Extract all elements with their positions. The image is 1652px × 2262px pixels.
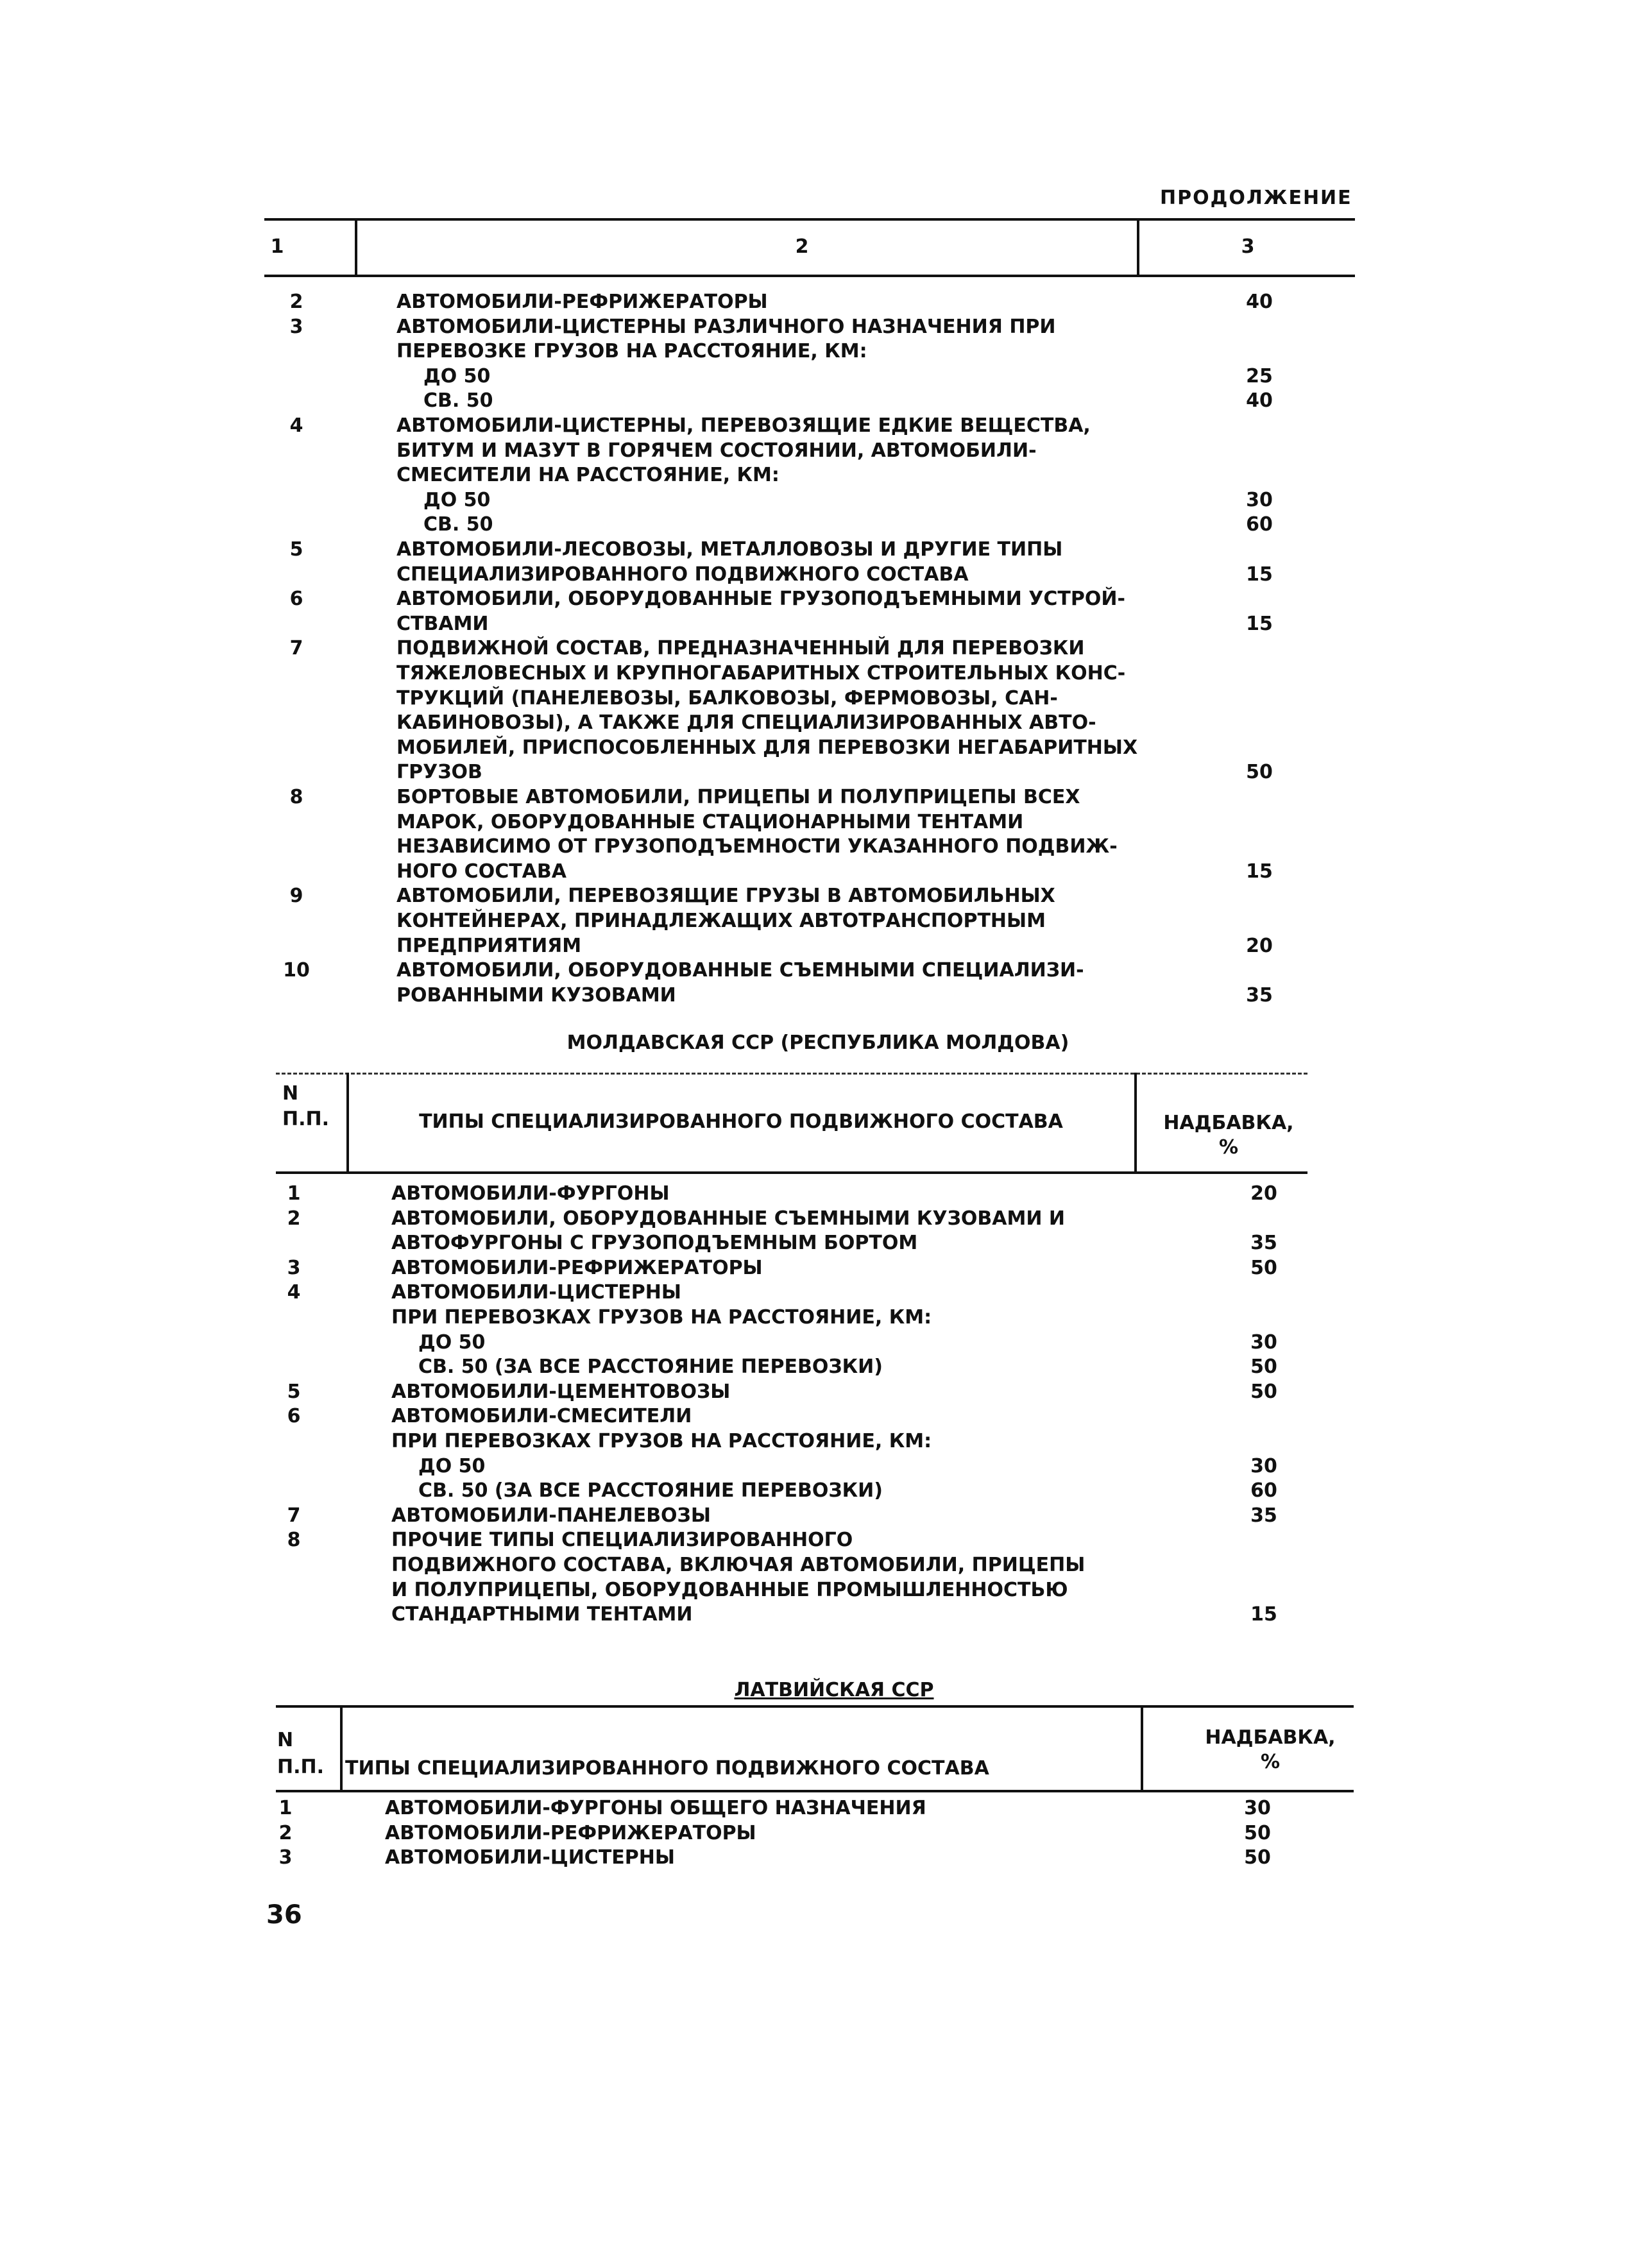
table1-row-line <box>0 711 1652 735</box>
latvia-col-pct-line1: НАДБАВКА, <box>1205 1726 1336 1749</box>
table1-row-line <box>0 661 1652 686</box>
table1-row-value: 25 <box>1246 364 1273 387</box>
moldova-row-description: АВТОФУРГОНЫ С ГРУЗОПОДЪЕМНЫМ БОРТОМ <box>391 1232 918 1255</box>
table1-row-description: ПОДВИЖНОЙ СОСТАВ, ПРЕДНАЗНАЧЕННЫЙ ДЛЯ ПЕРЕВОЗКИ <box>396 637 1085 660</box>
table1-row-value: 15 <box>1246 860 1273 883</box>
table1-row-line <box>0 810 1652 835</box>
table1-row-number: 6 <box>289 588 303 611</box>
moldova-row-line <box>0 1479 1652 1503</box>
latvia-row-value: 30 <box>1244 1797 1271 1819</box>
moldova-row-description: ПОДВИЖНОГО СОСТАВА, ВКЛЮЧАЯ АВТОМОБИЛИ, ПРИЦЕПЫ <box>391 1554 1086 1576</box>
latvia-col-number-line2: П.П. <box>277 1756 325 1778</box>
table1-row-line <box>0 736 1652 760</box>
table1-row-value: 15 <box>1246 612 1273 635</box>
moldova-row-value: 30 <box>1250 1454 1277 1477</box>
moldova-row-description: И ПОЛУПРИЦЕПЫ, ОБОРУДОВАННЫЕ ПРОМЫШЛЕННОСТЬЮ <box>391 1578 1068 1601</box>
table1-row-line <box>0 909 1652 933</box>
moldova-row-line <box>0 1404 1652 1429</box>
moldova-row-line <box>0 1207 1652 1231</box>
table1-row-number: 3 <box>289 315 303 338</box>
table1-row-description: АВТОМОБИЛИ-ЦИСТЕРНЫ, ПЕРЕВОЗЯЩИЕ ЕДКИЕ ВЕЩЕСТВА, <box>396 414 1091 437</box>
latvia-section-title: ЛАТВИЙСКАЯ ССР <box>734 1679 934 1701</box>
moldova-row-line <box>0 1553 1652 1577</box>
table1-row-description: АВТОМОБИЛИ, ПЕРЕВОЗЯЩИЕ ГРУЗЫ В АВТОМОБИЛЬНЫХ <box>396 885 1055 908</box>
moldova-row-description: ДО 50 <box>418 1454 486 1477</box>
moldova-col-divider-1 <box>346 1073 349 1173</box>
moldova-col-pct-line1: НАДБАВКА, <box>1163 1112 1294 1134</box>
table1-row-description: СВ. 50 <box>423 389 493 412</box>
table1-row-description: АВТОМОБИЛИ-ЛЕСОВОЗЫ, МЕТАЛЛОВОЗЫ И ДРУГИЕ ТИПЫ <box>396 538 1063 561</box>
moldova-row-number: 2 <box>287 1207 301 1230</box>
table1-row-number: 9 <box>289 885 303 908</box>
moldova-row-number: 7 <box>287 1504 301 1527</box>
table1-row-number: 5 <box>289 538 303 561</box>
moldova-col-number-line2: П.П. <box>282 1108 330 1130</box>
table1-row-description: АВТОМОБИЛИ, ОБОРУДОВАННЫЕ ГРУЗОПОДЪЕМНЫМИ УСТРОЙ- <box>396 588 1125 611</box>
table1-row-description: АВТОМОБИЛИ, ОБОРУДОВАННЫЕ СЪЕМНЫМИ СПЕЦИАЛИЗИ- <box>396 959 1084 982</box>
moldova-row-line <box>0 1256 1652 1280</box>
moldova-row-description: АВТОМОБИЛИ-ЦИСТЕРНЫ <box>391 1281 681 1304</box>
moldova-row-line <box>0 1280 1652 1305</box>
moldova-row-description: АВТОМОБИЛИ-ПАНЕЛЕВОЗЫ <box>391 1504 711 1527</box>
latvia-row-number: 3 <box>278 1846 293 1869</box>
table1-row-value: 40 <box>1246 389 1273 412</box>
latvia-row-number: 2 <box>278 1821 293 1844</box>
table1-row-description: ПРЕДПРИЯТИЯМ <box>396 934 582 957</box>
table1-row-line <box>0 463 1652 488</box>
table1-row-value: 35 <box>1246 983 1273 1007</box>
moldova-row-value: 35 <box>1250 1504 1277 1527</box>
moldova-col-divider-2 <box>1134 1073 1137 1173</box>
table1-row-description: СПЕЦИАЛИЗИРОВАННОГО ПОДВИЖНОГО СОСТАВА <box>396 563 969 586</box>
moldova-row-description: ПРОЧИЕ ТИПЫ СПЕЦИАЛИЗИРОВАННОГО <box>391 1529 853 1552</box>
table1-row-description: ТРУКЦИЙ (ПАНЕЛЕВОЗЫ, БАЛКОВОЗЫ, ФЕРМОВОЗЫ, САН- <box>396 686 1058 710</box>
table1-row-description: АВТОМОБИЛИ-ЦИСТЕРНЫ РАЗЛИЧНОГО НАЗНАЧЕНИЯ ПРИ <box>396 315 1056 338</box>
table1-row-line <box>0 983 1652 1008</box>
table1-row-value: 20 <box>1246 934 1273 957</box>
table1-row-description: БИТУМ И МАЗУТ В ГОРЯЧЕМ СОСТОЯНИИ, АВТОМОБИЛИ- <box>396 439 1037 462</box>
table1-row-description: ДО 50 <box>423 488 491 511</box>
moldova-row-value: 15 <box>1250 1603 1277 1626</box>
moldova-row-line <box>0 1578 1652 1603</box>
moldova-row-value: 20 <box>1250 1182 1277 1205</box>
latvia-row-description: АВТОМОБИЛИ-ЦИСТЕРНЫ <box>385 1846 675 1869</box>
moldova-row-number: 1 <box>287 1182 301 1205</box>
moldova-row-number: 6 <box>287 1405 301 1428</box>
table1-col-3-header: 3 <box>1241 235 1255 258</box>
latvia-col-divider-1 <box>340 1705 343 1791</box>
latvia-row-value: 50 <box>1244 1821 1271 1844</box>
table1-row-description: МАРОК, ОБОРУДОВАННЫЕ СТАЦИОНАРНЫМИ ТЕНТАМИ <box>396 810 1024 833</box>
moldova-row-description: АВТОМОБИЛИ-СМЕСИТЕЛИ <box>391 1405 692 1428</box>
table1-row-line <box>0 339 1652 364</box>
table1-row-line <box>0 934 1652 958</box>
latvia-row-description: АВТОМОБИЛИ-РЕФРИЖЕРАТОРЫ <box>385 1821 756 1844</box>
table1-row-value: 50 <box>1246 761 1273 784</box>
moldova-row-line <box>0 1528 1652 1552</box>
moldova-row-number: 3 <box>287 1256 301 1279</box>
moldova-row-description: СВ. 50 (ЗА ВСЕ РАССТОЯНИЕ ПЕРЕВОЗКИ) <box>418 1356 883 1379</box>
moldova-row-line <box>0 1454 1652 1479</box>
moldova-row-description: ПРИ ПЕРЕВОЗКАХ ГРУЗОВ НА РАССТОЯНИЕ, КМ: <box>391 1306 932 1329</box>
table1-row-line <box>0 860 1652 884</box>
moldova-section-title: МОЛДАВСКАЯ ССР (РЕСПУБЛИКА МОЛДОВА) <box>566 1032 1069 1054</box>
table1-row-value: 40 <box>1246 291 1273 313</box>
table1-row-description: РОВАННЫМИ КУЗОВАМИ <box>396 983 676 1007</box>
table1-col-divider-1 <box>355 218 357 276</box>
table1-row-line <box>0 612 1652 636</box>
table1-row-line <box>0 958 1652 983</box>
latvia-row-description: АВТОМОБИЛИ-ФУРГОНЫ ОБЩЕГО НАЗНАЧЕНИЯ <box>385 1797 926 1819</box>
moldova-row-value: 50 <box>1250 1380 1277 1403</box>
table1-row-line <box>0 835 1652 859</box>
latvia-col-divider-2 <box>1141 1705 1143 1791</box>
moldova-row-description: СВ. 50 (ЗА ВСЕ РАССТОЯНИЕ ПЕРЕВОЗКИ) <box>418 1479 883 1502</box>
table1-row-number: 2 <box>289 291 303 313</box>
table1-row-description: КАБИНОВОЗЫ), А ТАКЖЕ ДЛЯ СПЕЦИАЛИЗИРОВАННЫХ АВТО- <box>396 711 1096 735</box>
table1-row-number: 4 <box>289 414 303 437</box>
table1-row-description: ТЯЖЕЛОВЕСНЫХ И КРУПНОГАБАРИТНЫХ СТРОИТЕЛЬНЫХ КОНС- <box>396 662 1126 685</box>
moldova-row-value: 50 <box>1250 1256 1277 1279</box>
table1-row-line <box>0 290 1652 314</box>
table1-row-line <box>0 760 1652 785</box>
table1-row-line <box>0 636 1652 661</box>
moldova-header-rule <box>276 1171 1307 1174</box>
latvia-header-rule <box>276 1790 1354 1792</box>
table1-col-2-header: 2 <box>795 235 809 258</box>
moldova-row-line <box>0 1380 1652 1404</box>
moldova-row-value: 30 <box>1250 1331 1277 1354</box>
table1-row-line <box>0 785 1652 810</box>
moldova-row-value: 35 <box>1250 1232 1277 1255</box>
table1-row-line <box>0 389 1652 413</box>
table1-row-line <box>0 563 1652 587</box>
table1-row-description: МОБИЛЕЙ, ПРИСПОСОБЛЕННЫХ ДЛЯ ПЕРЕВОЗКИ НЕГАБАРИТНЫХ <box>396 736 1138 759</box>
table1-row-value: 30 <box>1246 488 1273 511</box>
latvia-row-number: 1 <box>278 1797 293 1819</box>
table1-row-line <box>0 538 1652 562</box>
table1-row-line <box>0 439 1652 463</box>
table1-row-line <box>0 488 1652 513</box>
moldova-row-description: АВТОМОБИЛИ, ОБОРУДОВАННЫЕ СЪЕМНЫМИ КУЗОВАМИ И <box>391 1207 1065 1230</box>
latvia-col-number-line1: N <box>277 1729 294 1751</box>
moldova-col-number-line1: N <box>282 1082 299 1105</box>
table1-row-number: 8 <box>289 786 303 808</box>
moldova-row-description: СТАНДАРТНЫМИ ТЕНТАМИ <box>391 1603 693 1626</box>
table1-row-line <box>0 686 1652 711</box>
latvia-col-pct-line2: % <box>1260 1751 1281 1773</box>
moldova-row-value: 60 <box>1250 1479 1277 1502</box>
moldova-row-number: 4 <box>287 1281 301 1304</box>
table1-row-description: АВТОМОБИЛИ-РЕФРИЖЕРАТОРЫ <box>396 291 768 313</box>
moldova-row-number: 5 <box>287 1380 301 1403</box>
moldova-row-description: АВТОМОБИЛИ-ФУРГОНЫ <box>391 1182 670 1205</box>
moldova-row-description: ПРИ ПЕРЕВОЗКАХ ГРУЗОВ НА РАССТОЯНИЕ, КМ: <box>391 1430 932 1452</box>
table1-row-description: ПЕРЕВОЗКЕ ГРУЗОВ НА РАССТОЯНИЕ, КМ: <box>396 340 867 363</box>
table1-row-line <box>0 414 1652 438</box>
table1-row-description: СТВАМИ <box>396 612 489 635</box>
moldova-row-number: 8 <box>287 1529 301 1552</box>
table1-row-description: ГРУЗОВ <box>396 761 482 784</box>
moldova-row-line <box>0 1305 1652 1330</box>
table1-row-number: 10 <box>283 959 310 982</box>
table1-header-rule <box>264 275 1355 277</box>
table1-row-value: 60 <box>1246 513 1273 536</box>
latvia-col-type-header: ТИПЫ СПЕЦИАЛИЗИРОВАННОГО ПОДВИЖНОГО СОСТАВА <box>345 1757 989 1780</box>
table1-row-line <box>0 513 1652 537</box>
table1-row-description: ДО 50 <box>423 364 491 387</box>
table1-row-description: БОРТОВЫЕ АВТОМОБИЛИ, ПРИЦЕПЫ И ПОЛУПРИЦЕПЫ ВСЕХ <box>396 786 1080 808</box>
moldova-row-line <box>0 1504 1652 1528</box>
moldova-row-line <box>0 1429 1652 1454</box>
table1-col-divider-2 <box>1137 218 1139 276</box>
table1-row-number: 7 <box>289 637 303 660</box>
table1-row-line <box>0 364 1652 389</box>
latvia-row-line <box>0 1796 1652 1821</box>
continuation-label: ПРОДОЛЖЕНИЕ <box>1160 187 1352 209</box>
table1-row-value: 15 <box>1246 563 1273 586</box>
moldova-row-description: ДО 50 <box>418 1331 486 1354</box>
moldova-row-value: 50 <box>1250 1356 1277 1379</box>
table1-row-line <box>0 587 1652 611</box>
table1-row-line <box>0 884 1652 908</box>
moldova-row-line <box>0 1355 1652 1379</box>
latvia-row-line <box>0 1821 1652 1846</box>
moldova-row-description: АВТОМОБИЛИ-РЕФРИЖЕРАТОРЫ <box>391 1256 763 1279</box>
moldova-top-rule <box>276 1073 1307 1075</box>
table1-row-line <box>0 315 1652 339</box>
table1-top-rule <box>264 218 1355 221</box>
moldova-col-pct-line2: % <box>1218 1136 1239 1159</box>
moldova-row-description: АВТОМОБИЛИ-ЦЕМЕНТОВОЗЫ <box>391 1380 731 1403</box>
table1-row-description: НОГО СОСТАВА <box>396 860 566 883</box>
latvia-row-line <box>0 1846 1652 1870</box>
moldova-row-line <box>0 1331 1652 1355</box>
moldova-col-type-header: ТИПЫ СПЕЦИАЛИЗИРОВАННОГО ПОДВИЖНОГО СОСТАВА <box>419 1110 1063 1133</box>
moldova-row-line <box>0 1182 1652 1206</box>
table1-row-description: СМЕСИТЕЛИ НА РАССТОЯНИЕ, КМ: <box>396 464 779 487</box>
table1-col-1-header: 1 <box>270 235 284 258</box>
table1-row-description: НЕЗАВИСИМО ОТ ГРУЗОПОДЪЕМНОСТИ УКАЗАННОГО ПОДВИЖ- <box>396 835 1118 858</box>
latvia-top-rule <box>276 1705 1354 1708</box>
table1-row-description: СВ. 50 <box>423 513 493 536</box>
moldova-row-line <box>0 1603 1652 1627</box>
table1-row-description: КОНТЕЙНЕРАХ, ПРИНАДЛЕЖАЩИХ АВТОТРАНСПОРТНЫМ <box>396 910 1046 932</box>
page-number: 36 <box>266 1900 302 1930</box>
moldova-row-line <box>0 1231 1652 1255</box>
latvia-row-value: 50 <box>1244 1846 1271 1869</box>
